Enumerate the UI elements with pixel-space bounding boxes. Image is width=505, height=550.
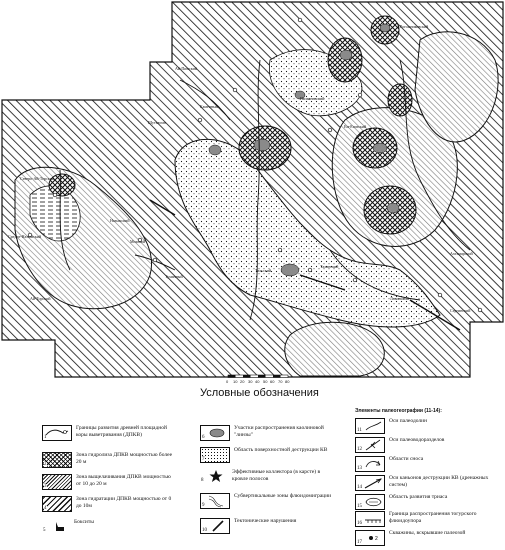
scale-tick: 20 (240, 379, 245, 384)
legend-item-15 (355, 494, 489, 510)
scale-labels (226, 379, 296, 385)
place-label: Моховой (130, 239, 146, 244)
paleogeography-title: Элементы палеогеографии (11-14): (355, 408, 442, 414)
legend-item-13 (355, 456, 489, 472)
legend-label: Граница распространения тогурского флюидоупора (389, 511, 477, 524)
legend-item-16 (355, 511, 489, 527)
boundary-line-icon: 1 (42, 425, 72, 441)
dense-hatch-swatch-icon: 3 (42, 474, 72, 490)
legend-item-6 (200, 425, 334, 441)
dotted-swatch-icon: 7 (200, 447, 230, 463)
paleovalley-axis-icon: 11 (355, 418, 385, 434)
scale-tick: 30 (248, 379, 253, 384)
hatch-swatch-icon: 4 (42, 496, 72, 512)
legend-label: Области сноса (389, 456, 424, 462)
scale-tick: 0 (226, 379, 229, 384)
scale-tick: 40 (255, 379, 260, 384)
legend-label: Зона выщелачивания ДПКВ мощностью от 10 до 20 м (76, 474, 171, 487)
scale-bar (228, 375, 288, 378)
bauxite-icon: 5 (42, 519, 70, 533)
place-label: Каменный (200, 104, 218, 109)
legend-label: Бокситы (74, 519, 94, 525)
place-label: Ай-Торский (30, 296, 51, 301)
legend-item-7 (200, 447, 334, 463)
place-label: Средне-Назымский (8, 234, 42, 239)
fault-line-icon: 10 (200, 518, 230, 534)
legend-label: Область поверхностной деструкции КВ (234, 447, 328, 453)
legend-item-11 (355, 418, 489, 434)
migration-zone-icon: 9 (200, 493, 230, 509)
place-label: Рогожниковский (400, 24, 429, 29)
watershed-axis-icon: 12 (355, 437, 385, 453)
legend-label: Оси каньонов деструкции КВ (дренажных систем) (389, 475, 489, 488)
place-label: Тальский (255, 268, 271, 273)
place-label: Туманный (165, 274, 183, 279)
legend-label: Зона гидратации ДПКВ мощностью от 0 до 10м (76, 496, 172, 509)
legend-label: Оси палеоводоразделов (389, 437, 445, 443)
legend-item-8 (200, 469, 332, 483)
legend-item-5 (42, 519, 174, 533)
kaolin-lens-icon: 6 (200, 425, 230, 441)
scale-tick: 50 (263, 379, 268, 384)
place-label: Пальяновский (300, 96, 325, 101)
legend-item-12 (355, 437, 489, 453)
place-label: Шутьюган (148, 120, 167, 125)
legend-item-14 (355, 475, 489, 491)
crosshatch-swatch-icon: 2 (42, 452, 72, 468)
legend-label: Границы развития древней площадной коры выветривания (ДПКВ) (76, 425, 167, 438)
svg-text:2: 2 (375, 536, 378, 542)
legend-item-2 (42, 452, 176, 468)
legend-item-4 (42, 496, 176, 512)
legend-item-10 (200, 518, 334, 534)
legend-label: Участки распространения каолиновой "линзы" (234, 425, 324, 438)
triassic-area-icon: 15 (355, 494, 385, 510)
scale-tick: 80 (285, 379, 290, 384)
place-label: Сергинский (450, 308, 471, 313)
legend-label: Зона гидролиза ДПКВ мощностью более 20 м (76, 452, 173, 465)
legend-label: Субвертикальные зоны флюидомиграции (234, 493, 332, 499)
legend-item-1 (42, 425, 176, 441)
legend-label: Тектонические нарушения (234, 518, 297, 524)
legend-label: Эффективные коллектора (в карсте) в кровле полосов (232, 469, 321, 482)
seal-boundary-icon: 16 (355, 511, 385, 527)
canyon-axis-icon: 14 (355, 475, 385, 491)
legend-item-3 (42, 474, 176, 490)
legend-label: Область развития триаса (389, 494, 448, 500)
place-label: Талинский (320, 264, 339, 269)
scale-tick: 60 (270, 379, 275, 384)
scale-tick: 10 (233, 379, 238, 384)
legend-title: Условные обозначения (200, 387, 319, 399)
legend-item-9 (200, 493, 334, 509)
place-label: Ем-Еговский (344, 124, 367, 129)
star-icon: 8 (200, 469, 228, 483)
place-label: Ахтамарский (450, 251, 473, 256)
legend-label: Оси палеодолин (389, 418, 428, 424)
well-icon: 2 17 (355, 530, 385, 546)
legend-item-17 (355, 530, 489, 546)
place-label: Ловинский (390, 296, 409, 301)
source-area-icon: 13 (355, 456, 385, 472)
place-label: Назымский (110, 218, 130, 223)
place-label: Ай-Пимский (175, 66, 197, 71)
place-label: Северо-Ай-Торский (20, 176, 54, 181)
legend-label: Скважины, вскрывшие палеозой (389, 530, 466, 536)
scale-tick: 70 (278, 379, 283, 384)
